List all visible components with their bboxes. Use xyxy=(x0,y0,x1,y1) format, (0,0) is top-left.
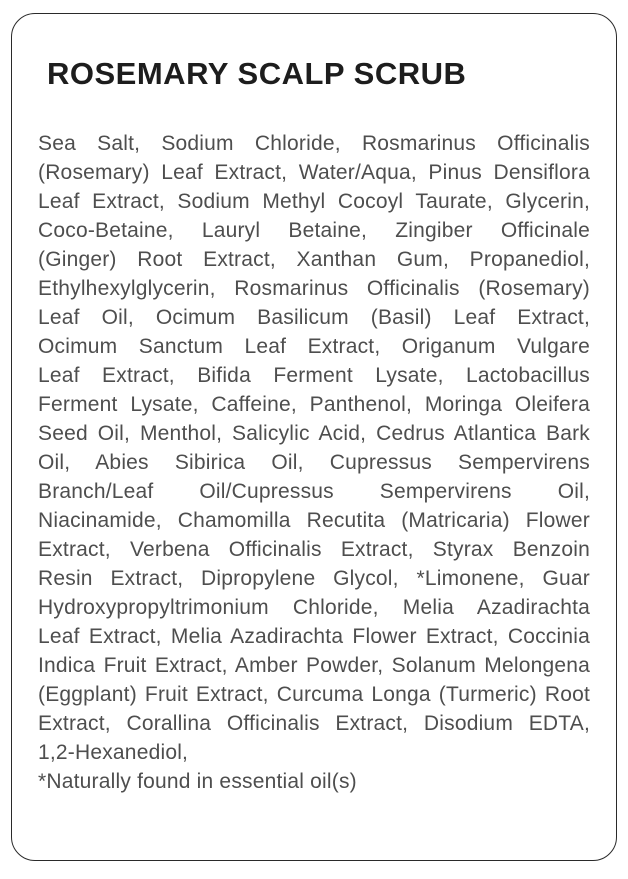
ingredient-line: Ocimum Sanctum Leaf Extract, Origanum Vulgare xyxy=(38,335,590,358)
ingredient-line: Coco-Betaine, Lauryl Betaine, Zingiber Officinale xyxy=(38,219,590,242)
ingredient-line: Seed Oil, Menthol, Salicylic Acid, Cedrus Atlantica Bark xyxy=(38,422,590,445)
ingredient-line: Resin Extract, Dipropylene Glycol, *Limonene, Guar xyxy=(38,567,590,590)
ingredients-list xyxy=(38,129,590,796)
product-title: ROSEMARY SCALP SCRUB xyxy=(47,56,467,91)
ingredient-line: Niacinamide, Chamomilla Recutita (Matricaria) Flower xyxy=(38,509,590,532)
ingredient-line: Leaf Extract, Bifida Ferment Lysate, Lactobacillus xyxy=(38,364,590,387)
ingredient-line: Oil, Abies Sibirica Oil, Cupressus Sempervirens xyxy=(38,451,590,474)
ingredient-line: Ethylhexylglycerin, Rosmarinus Officinalis (Rosemary) xyxy=(38,277,590,300)
ingredient-line: Leaf Extract, Sodium Methyl Cocoyl Taurate, Glycerin, xyxy=(38,190,590,213)
ingredient-line: Leaf Oil, Ocimum Basilicum (Basil) Leaf Extract, xyxy=(38,306,590,329)
ingredient-line: (Eggplant) Fruit Extract, Curcuma Longa (Turmeric) Root xyxy=(38,683,590,706)
ingredient-line: 1,2-Hexanediol, xyxy=(38,741,189,764)
ingredient-line: Extract, Verbena Officinalis Extract, Styrax Benzoin xyxy=(38,538,590,561)
ingredient-line: (Ginger) Root Extract, Xanthan Gum, Propanediol, xyxy=(38,248,590,271)
ingredient-line: Ferment Lysate, Caffeine, Panthenol, Moringa Oleifera xyxy=(38,393,590,416)
ingredient-line: Leaf Extract, Melia Azadirachta Flower Extract, Coccinia xyxy=(38,625,590,648)
ingredient-line: Sea Salt, Sodium Chloride, Rosmarinus Officinalis xyxy=(38,132,590,155)
ingredient-line: Hydroxypropyltrimonium Chloride, Melia Azadirachta xyxy=(38,596,590,619)
ingredient-line: Branch/Leaf Oil/Cupressus Sempervirens Oil, xyxy=(38,480,590,503)
ingredient-line: Indica Fruit Extract, Amber Powder, Solanum Melongena xyxy=(38,654,590,677)
ingredient-label-card xyxy=(11,13,617,861)
footnote: *Naturally found in essential oil(s) xyxy=(38,770,357,793)
ingredient-line: (Rosemary) Leaf Extract, Water/Aqua, Pinus Densiflora xyxy=(38,161,590,184)
ingredient-line: Extract, Corallina Officinalis Extract, Disodium EDTA, xyxy=(38,712,590,735)
